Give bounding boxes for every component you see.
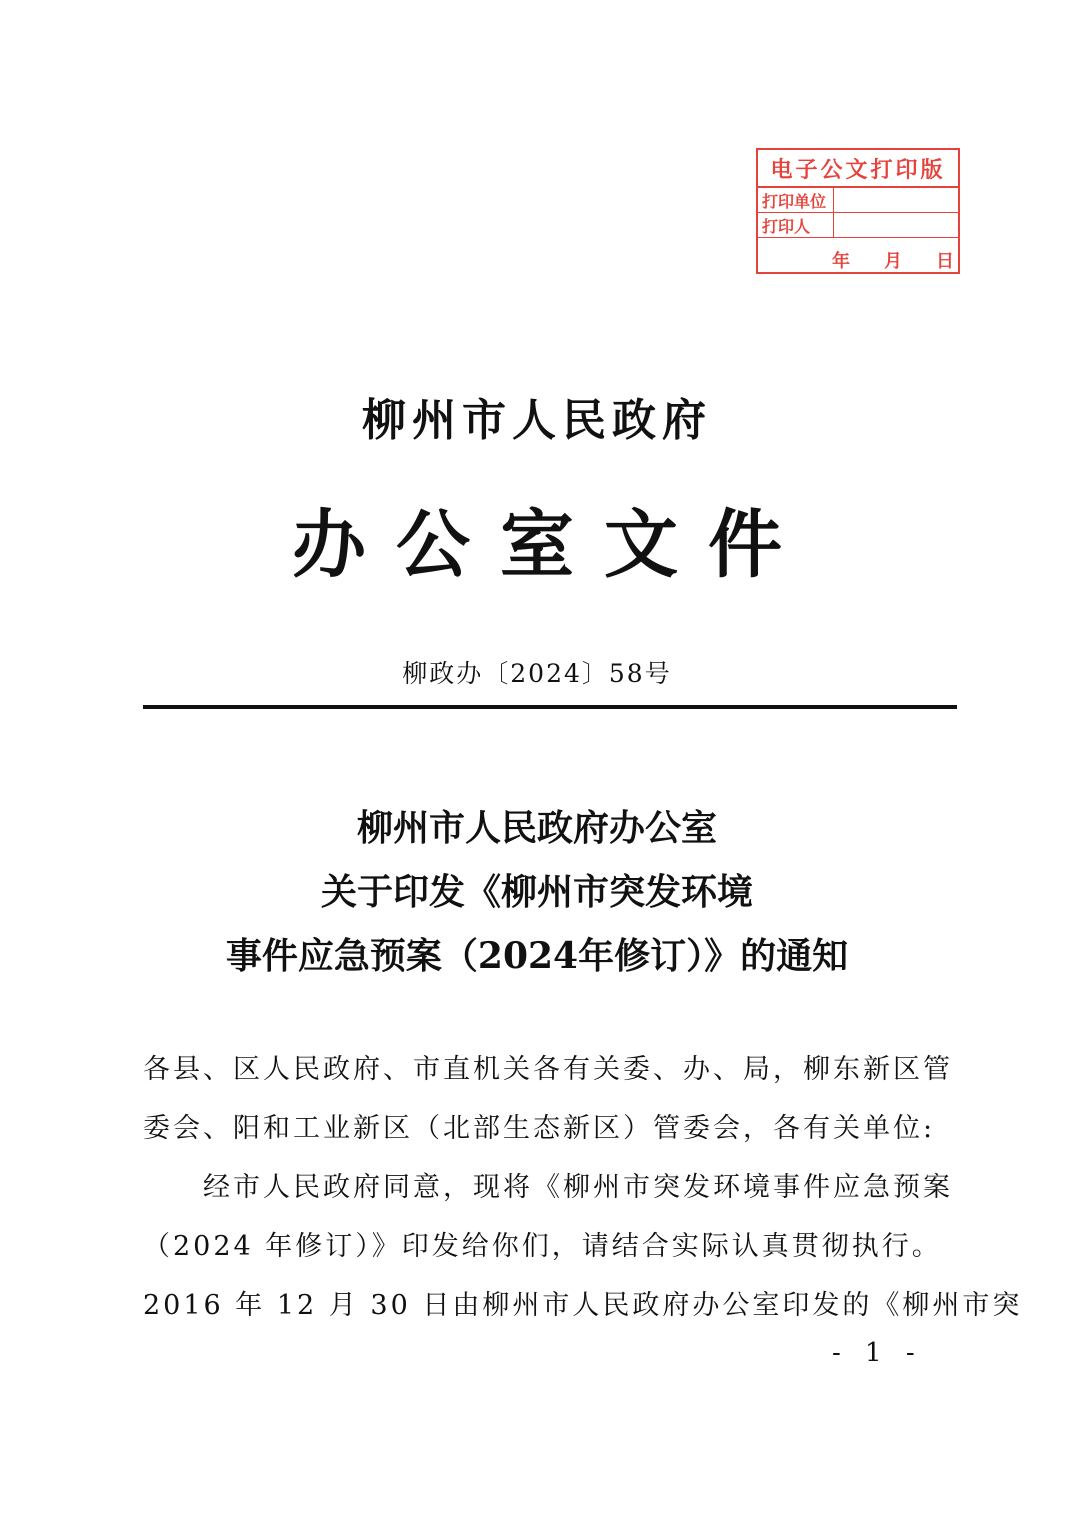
doc-title (0, 796, 1074, 988)
body-line: 各县、区人民政府、市直机关各有关委、办、局，柳东新区管 (143, 1054, 953, 1085)
body-line: （2024 年修订）》印发给你们，请结合实际认真贯彻执行。 (143, 1231, 942, 1262)
page-number: - 1 - (832, 1338, 923, 1368)
doc-title-line-2: 关于印发《柳州市突发环境 (320, 871, 753, 913)
doc-title-line-3: 事件应急预案（2024年修订）》的通知 (225, 935, 849, 977)
stamp-month: 月 (884, 251, 902, 272)
stamp-unit-value (834, 188, 958, 212)
issuing-org: 柳州市人民政府 (362, 395, 712, 446)
doc-number: 柳政办〔2024〕58号 (402, 659, 672, 688)
stamp-day: 日 (936, 251, 954, 272)
stamp-year: 年 (832, 251, 850, 272)
stamp-unit-label: 打印单位 (758, 188, 834, 212)
stamp-unit-row (758, 188, 958, 213)
doc-type: 办公室文件 (292, 502, 812, 588)
header-divider (143, 705, 957, 709)
stamp-person-row (758, 213, 958, 238)
body-line: 2016 年 12 月 30 日由柳州市人民政府办公室印发的《柳州市突 (143, 1290, 1023, 1321)
stamp-person-value (834, 213, 958, 237)
doc-body (143, 1040, 1023, 1335)
doc-title-line-1: 柳州市人民政府办公室 (356, 807, 717, 849)
stamp-title: 电子公文打印版 (758, 150, 958, 188)
stamp-person-label: 打印人 (758, 213, 834, 237)
stamp-date (758, 238, 958, 277)
body-line: 委会、阳和工业新区（北部生态新区）管委会，各有关单位: (143, 1113, 936, 1144)
print-stamp (756, 148, 960, 274)
body-line: 经市人民政府同意，现将《柳州市突发环境事件应急预案 (203, 1172, 953, 1203)
